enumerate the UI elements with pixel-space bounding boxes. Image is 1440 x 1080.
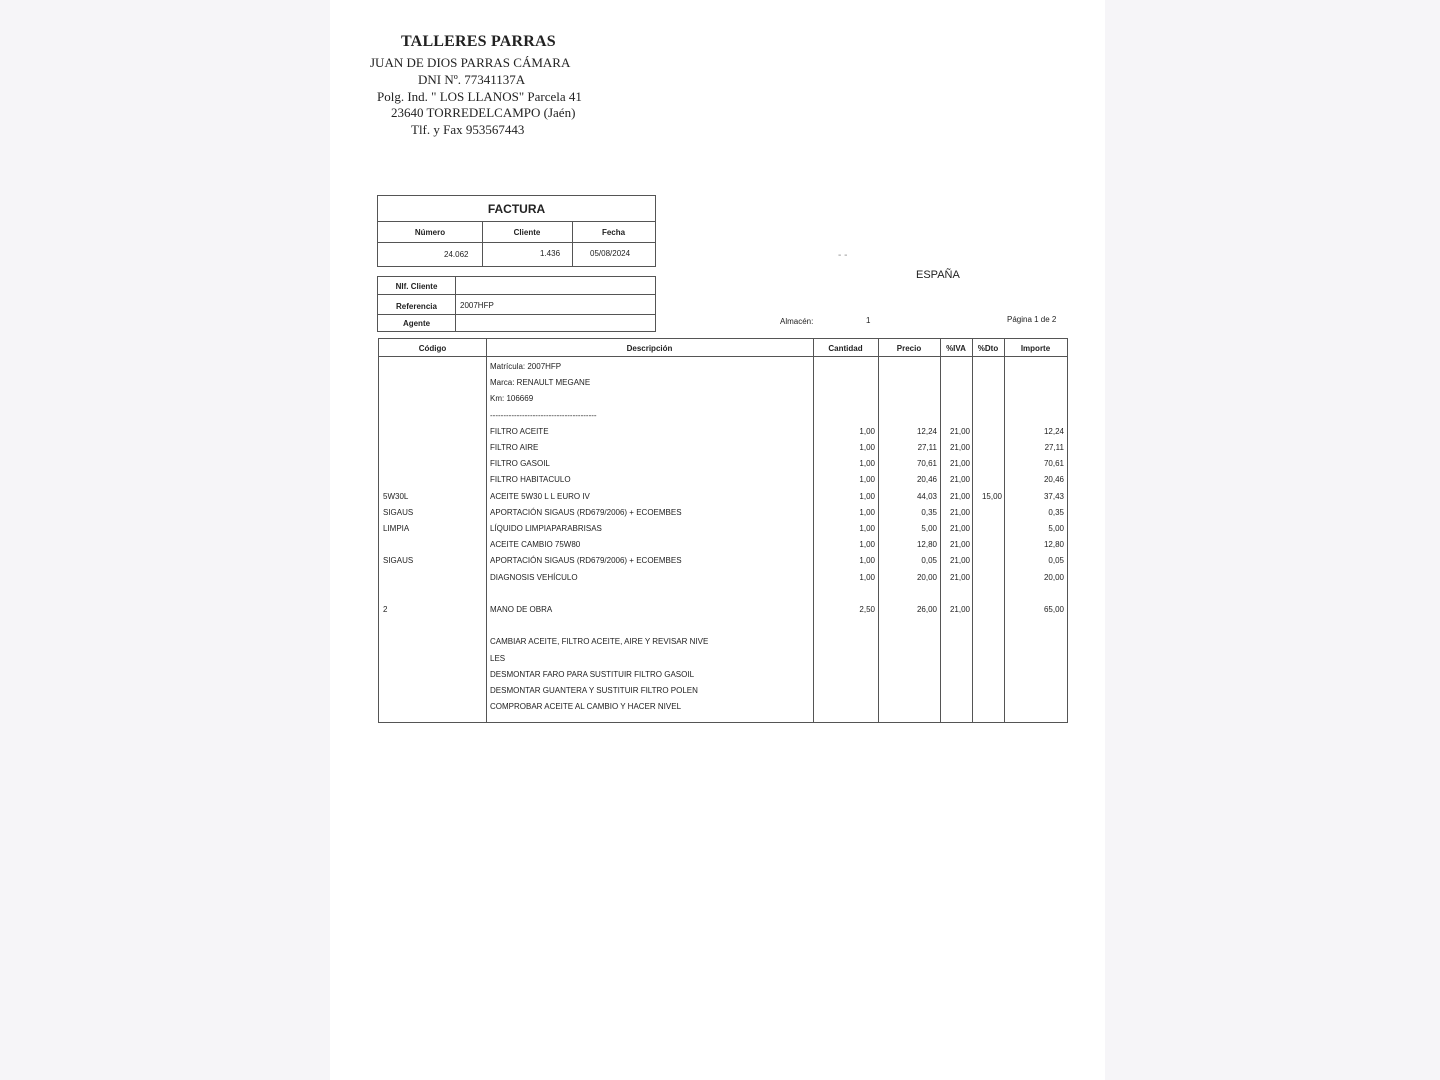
company-city: 23640 TORREDELCAMPO (Jaén): [391, 105, 576, 120]
row-descripcion-cell: MANO DE OBRA: [490, 605, 553, 614]
divider: [378, 314, 655, 315]
row-importe-cell: 0,35: [1048, 507, 1064, 517]
row-codigo-cell: 5W30L: [383, 491, 409, 501]
fecha-label: Fecha: [601, 228, 626, 237]
numero-label: Número: [414, 228, 446, 237]
row-descripcion-cell: FILTRO AIRE: [490, 443, 539, 452]
descripcion-header: Descripción: [626, 344, 673, 353]
row-precio-cell: 20,00: [916, 572, 937, 582]
owner-name: JUAN DE DIOS PARRAS CÁMARA: [370, 55, 571, 70]
row-descripcion-cell: LÍQUIDO LIMPIAPARABRISAS: [490, 524, 602, 533]
row-precio-cell: 26,00: [916, 605, 937, 614]
divider: [455, 277, 456, 331]
cantidad-header: Cantidad: [828, 344, 863, 353]
row-iva-cell: 21,00: [949, 507, 970, 517]
row-dto-cell: 15,00: [981, 491, 1002, 501]
row-descripcion-cell: FILTRO HABITACULO: [490, 475, 571, 485]
referencia-value: 2007HFP: [460, 301, 494, 310]
row-cantidad-cell: 1,00: [859, 540, 875, 550]
company-address: Polg. Ind. " LOS LLANOS" Parcela 41: [377, 89, 582, 104]
company-name: TALLERES PARRAS: [401, 33, 556, 50]
row-iva-cell: 21,00: [949, 443, 970, 452]
row-descripcion-cell: FILTRO ACEITE: [490, 426, 549, 436]
row-descripcion-cell: FILTRO GASOIL: [490, 459, 550, 469]
row-cantidad-cell: 1,00: [859, 443, 875, 452]
invoice-lines-table: [378, 338, 1068, 723]
page-number: Página 1 de 2: [1007, 315, 1057, 324]
divider: [378, 221, 655, 222]
row-cantidad-cell: 1,00: [859, 572, 875, 582]
row-cantidad-cell: 1,00: [859, 475, 875, 485]
row-descripcion-cell: ACEITE 5W30 L L EURO IV: [490, 491, 590, 501]
cliente-value: 1.436: [540, 249, 561, 258]
referencia-label: Referencia: [396, 302, 437, 311]
factura-box: [377, 195, 656, 267]
row-precio-cell: 12,80: [916, 540, 937, 550]
row-descripcion-cell: DESMONTAR GUANTERA Y SUSTITUIR FILTRO POLEN: [490, 686, 698, 695]
row-descripcion-cell: LES: [490, 653, 506, 663]
header-divider: [379, 356, 1067, 357]
row-descripcion-cell: Matrícula: 2007HFP: [490, 362, 562, 371]
row-iva-cell: 21,00: [949, 426, 970, 436]
cliente-info-box: [377, 276, 656, 332]
column-divider: [972, 339, 973, 722]
iva-header: %IVA: [946, 344, 966, 353]
row-importe-cell: 70,61: [1043, 459, 1064, 469]
row-descripcion-cell: APORTACIÓN SIGAUS (RD679/2006) + ECOEMBES: [490, 556, 682, 566]
row-precio-cell: 12,24: [916, 426, 937, 436]
row-importe-cell: 0,05: [1048, 556, 1064, 566]
nif-cliente-label: NIf. Cliente: [395, 282, 438, 291]
row-iva-cell: 21,00: [949, 540, 970, 550]
divider: [378, 294, 655, 295]
row-codigo-cell: 2: [383, 605, 388, 614]
row-precio-cell: 20,46: [916, 475, 937, 485]
precio-header: Precio: [896, 344, 922, 353]
row-precio-cell: 0,05: [921, 556, 937, 566]
row-importe-cell: 5,00: [1048, 524, 1064, 533]
row-descripcion-cell: Km: 106669: [490, 394, 534, 404]
row-descripcion-cell: APORTACIÓN SIGAUS (RD679/2006) + ECOEMBES: [490, 507, 682, 517]
row-precio-cell: 5,00: [921, 524, 937, 533]
agente-label: Agente: [402, 319, 431, 328]
client-country: ESPAÑA: [916, 269, 960, 281]
row-precio-cell: 70,61: [916, 459, 937, 469]
cliente-label: Cliente: [513, 228, 541, 237]
almacen-label: Almacén:: [780, 317, 814, 326]
row-iva-cell: 21,00: [949, 524, 970, 533]
row-descripcion-cell: COMPROBAR ACEITE AL CAMBIO Y HACER NIVEL: [490, 702, 682, 712]
row-cantidad-cell: 1,00: [859, 491, 875, 501]
row-iva-cell: 21,00: [949, 605, 970, 614]
company-header: [0, 0, 1440, 140]
row-importe-cell: 20,46: [1043, 475, 1064, 485]
row-descripcion-cell: ----------------------------------------: [490, 410, 597, 420]
dto-header: %Dto: [977, 344, 999, 353]
row-descripcion-cell: DESMONTAR FARO PARA SUSTITUIR FILTRO GASOIL: [490, 669, 695, 679]
row-importe-cell: 37,43: [1043, 491, 1064, 501]
fecha-value: 05/08/2024: [590, 249, 631, 258]
row-descripcion-cell: CAMBIAR ACEITE, FILTRO ACEITE, AIRE Y REVISAR NIVE: [490, 637, 709, 647]
row-iva-cell: 21,00: [949, 459, 970, 469]
row-descripcion-cell: ACEITE CAMBIO 75W80: [490, 540, 581, 550]
row-cantidad-cell: 1,00: [859, 556, 875, 566]
row-importe-cell: 12,24: [1043, 426, 1064, 436]
company-phone: Tlf. y Fax 953567443: [411, 122, 525, 137]
row-precio-cell: 27,11: [917, 443, 937, 452]
row-codigo-cell: SIGAUS: [383, 556, 414, 566]
row-iva-cell: 21,00: [949, 491, 970, 501]
importe-header: Importe: [1020, 344, 1051, 353]
row-importe-cell: 20,00: [1043, 572, 1064, 582]
row-iva-cell: 21,00: [949, 475, 970, 485]
row-cantidad-cell: 1,00: [859, 524, 875, 533]
divider: [378, 242, 655, 243]
row-importe-cell: 65,00: [1043, 605, 1064, 614]
address-mark: - -: [838, 250, 848, 261]
row-iva-cell: 21,00: [949, 556, 970, 566]
factura-title: FACTURA: [487, 202, 546, 216]
row-precio-cell: 0,35: [921, 507, 937, 517]
column-divider: [486, 339, 487, 722]
row-cantidad-cell: 1,00: [859, 459, 875, 469]
row-cantidad-cell: 1,00: [859, 507, 875, 517]
row-descripcion-cell: DIAGNOSIS VEHÍCULO: [490, 572, 578, 582]
almacen-value: 1: [866, 316, 871, 325]
codigo-header: Código: [418, 344, 447, 353]
row-precio-cell: 44,03: [916, 491, 937, 501]
row-iva-cell: 21,00: [949, 572, 970, 582]
row-descripcion-cell: Marca: RENAULT MEGANE: [490, 378, 591, 388]
row-importe-cell: 12,80: [1043, 540, 1064, 550]
row-codigo-cell: SIGAUS: [383, 507, 414, 517]
row-cantidad-cell: 2,50: [859, 605, 875, 614]
row-codigo-cell: LIMPIA: [383, 524, 410, 533]
numero-value: 24.062: [444, 250, 469, 259]
owner-dni: DNI Nº. 77341137A: [418, 72, 526, 87]
row-cantidad-cell: 1,00: [859, 426, 875, 436]
row-importe-cell: 27,11: [1044, 443, 1064, 452]
